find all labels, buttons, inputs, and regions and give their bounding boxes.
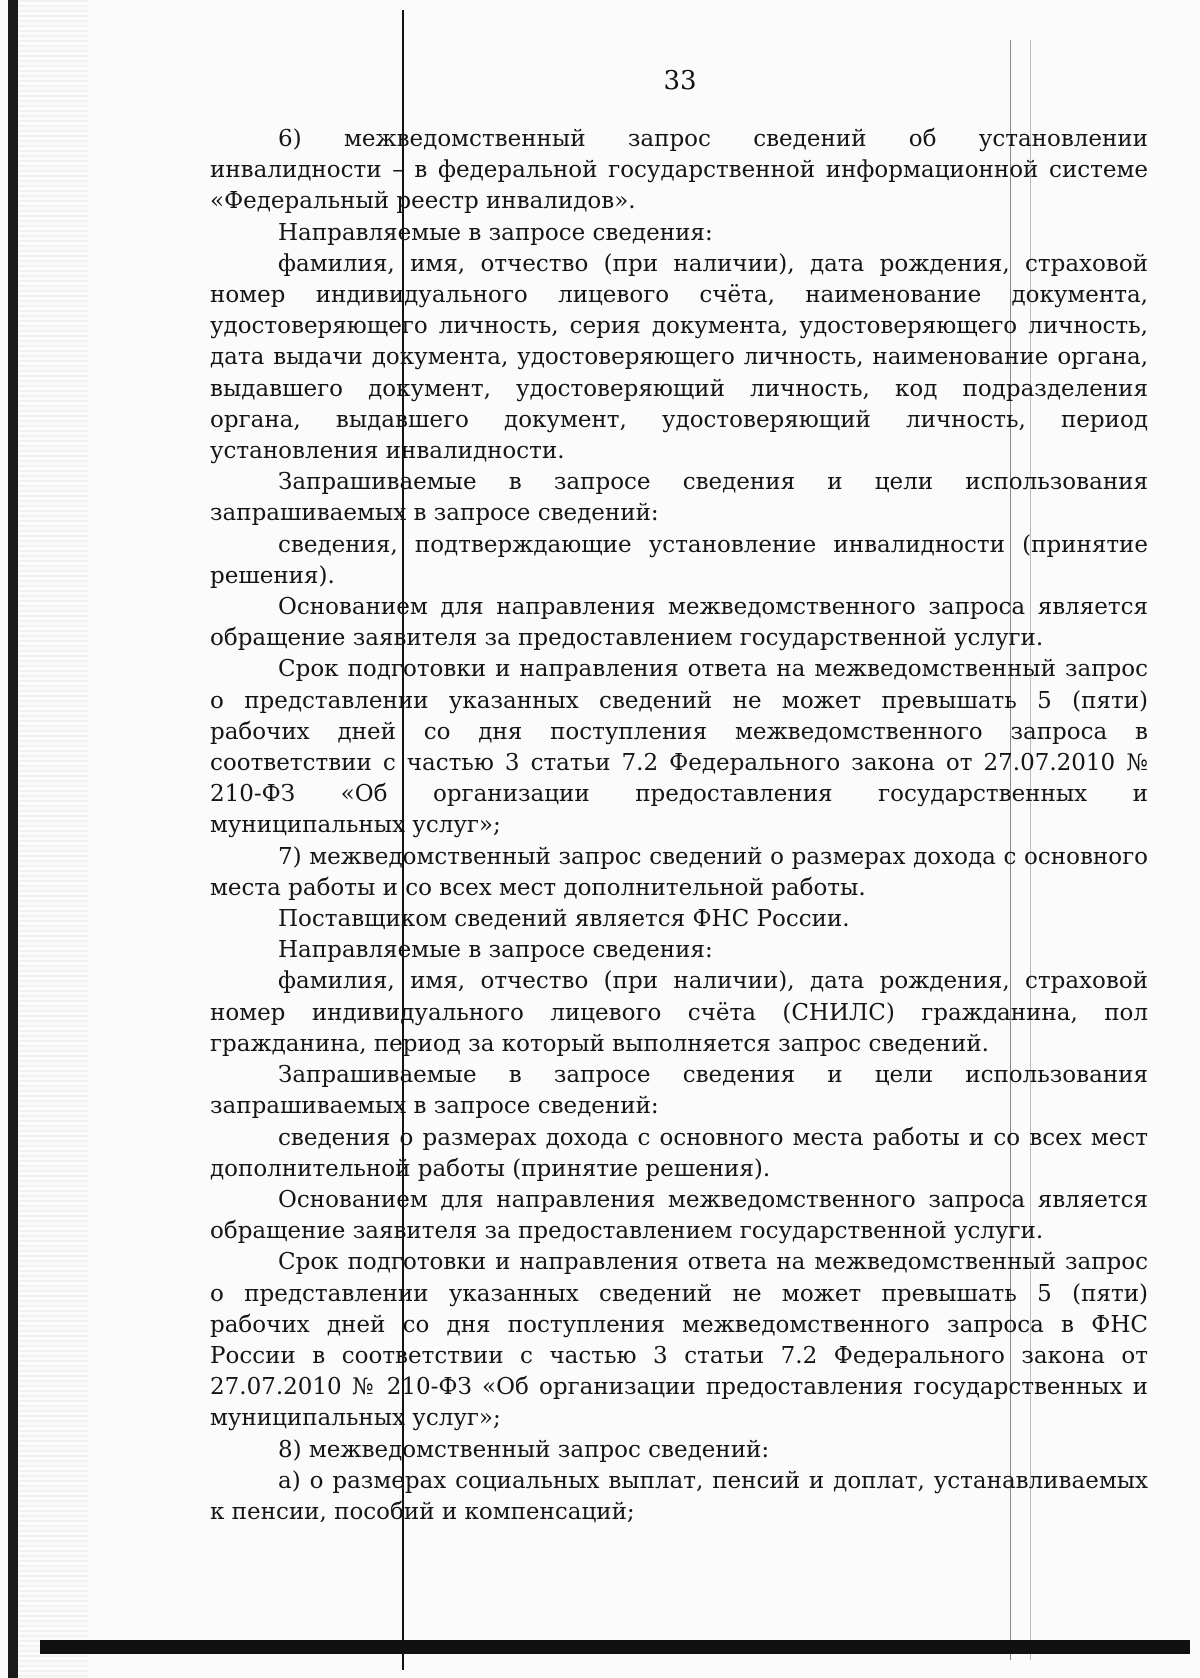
paragraph: сведения, подтверждающие установление инвалидности (принятие решения).: [210, 531, 1148, 589]
paragraph: Направляемые в запросе сведения:: [278, 937, 713, 964]
paragraph: Срок подготовки и направления ответа на межведомственный запрос о представлении указанных сведений не может превышать 5 (пяти) рабочих дней со дня поступления межведомственного запроса в соответствии с частью 3 статьи 7.2 Федерального закона от 27.07.2010 № 210-ФЗ «Об организации предоставления государственных и муниципальных услуг»;: [210, 656, 1148, 839]
paragraph: а) о размерах социальных выплат, пенсий и доплат, устанавливаемых к пенсии, пособий и компенсаций;: [210, 1467, 1148, 1525]
document-body: [210, 124, 1148, 1528]
paragraph: Основанием для направления межведомственного запроса является обращение заявителя за предоставлением государственной услуги.: [210, 1186, 1148, 1245]
page-number: 33: [663, 66, 697, 96]
paragraph: Направляемые в запросе сведения:: [278, 219, 713, 246]
paragraph: 6) межведомственный запрос сведений об установлении инвалидности – в федеральной государственной информационной системе «Федеральный реестр инвалидов».: [210, 126, 1148, 215]
scan-noise: [18, 0, 88, 1678]
paragraph: 8) межведомственный запрос сведений:: [278, 1436, 770, 1463]
paragraph: Запрашиваемые в запросе сведения и цели использования запрашиваемых в запросе сведений:: [210, 469, 1148, 527]
paragraph: Запрашиваемые в запросе сведения и цели использования запрашиваемых в запросе сведений:: [210, 1062, 1148, 1120]
paragraph: Основанием для направления межведомственного запроса является обращение заявителя за предоставлением государственной услуги.: [210, 594, 1148, 652]
scan-bottom-edge: [40, 1640, 1190, 1654]
paragraph: сведения о размерах дохода с основного места работы и со всех мест дополнительной работы (принятие решения).: [210, 1124, 1148, 1182]
paragraph: Срок подготовки и направления ответа на межведомственный запрос о представлении указанных сведений не может превышать 5 (пяти) рабочих дней со дня поступления межведомственного запроса в ФНС России в соответствии с частью 3 статьи 7.2 Федерального закона от 27.07.2010 № 210-ФЗ «Об организации предоставления государственных и муниципальных услуг»;: [210, 1249, 1148, 1432]
paragraph: Поставщиком сведений является ФНС России.: [278, 906, 850, 933]
paragraph: фамилия, имя, отчество (при наличии), дата рождения, страховой номер индивидуального лицевого счёта (СНИЛС) гражданина, пол гражданина, период за который выполняется запрос сведений.: [210, 968, 1148, 1057]
paragraph: фамилия, имя, отчество (при наличии), дата рождения, страховой номер индивидуального лицевого счёта, наименование документа, удостоверяющего личность, серия документа, удостоверяющего личность, дата выдачи документа, удостоверяющего личность, наименование органа, выдавшего документ, удостоверяющий личность, код подразделения органа, выдавшего документ, удостоверяющий личность, период установления инвалидности.: [210, 250, 1148, 465]
paragraph: 7) межведомственный запрос сведений о размерах дохода с основного места работы и со всех мест дополнительной работы.: [210, 843, 1148, 901]
scan-left-edge: [8, 0, 18, 1678]
